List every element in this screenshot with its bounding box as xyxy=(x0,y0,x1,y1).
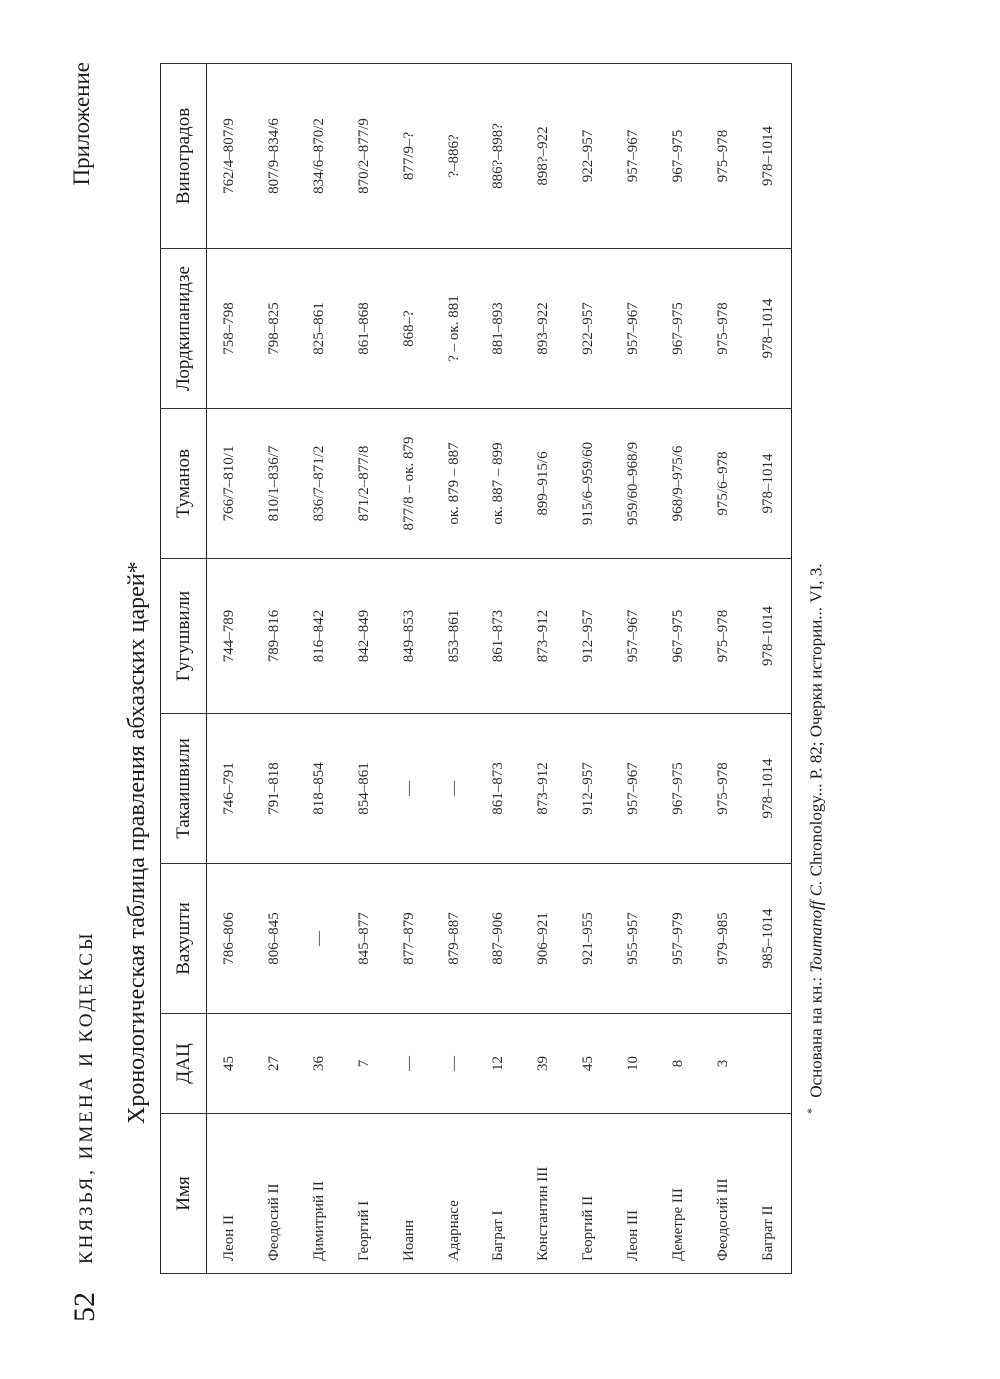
table-cell: 39 xyxy=(521,1014,566,1114)
table-cell: 881–893 xyxy=(476,249,521,409)
table-cell: 807/9–834/6 xyxy=(252,64,297,249)
table-cell: 871/2–877/8 xyxy=(342,409,387,559)
ruler-name-cell: Феодосий III xyxy=(701,1114,746,1274)
table-cell: 806–845 xyxy=(252,864,297,1014)
table-cell: 886?–898? xyxy=(476,64,521,249)
column-header: Туманов xyxy=(161,409,207,559)
table-cell: ок. 879 – 887 xyxy=(432,409,477,559)
ruler-name-cell: Георгий I xyxy=(342,1114,387,1274)
table-cell: 854–861 xyxy=(342,714,387,864)
table-cell: 968/9–975/6 xyxy=(656,409,701,559)
table-cell: 898?–922 xyxy=(521,64,566,249)
table-cell: 975–978 xyxy=(701,559,746,714)
ruler-name-cell: Леон III xyxy=(611,1114,656,1274)
footnote-author: Toumanoff C. xyxy=(806,880,826,973)
ruler-name-cell: Леон II xyxy=(207,1114,252,1274)
ruler-name-cell: Димитрий II xyxy=(297,1114,342,1274)
table-cell: 861–868 xyxy=(342,249,387,409)
table-cell: 744–789 xyxy=(207,559,252,714)
table-cell: 45 xyxy=(207,1014,252,1114)
table-row xyxy=(566,64,611,1274)
ruler-name-cell: Баграт I xyxy=(476,1114,521,1274)
table-row xyxy=(476,64,521,1274)
table-cell: 912–957 xyxy=(566,559,611,714)
table-cell: 959/60–968/9 xyxy=(611,409,656,559)
table-cell: 3 xyxy=(701,1014,746,1114)
ruler-name-cell: Константин III xyxy=(521,1114,566,1274)
table-cell: 798–825 xyxy=(252,249,297,409)
footnote-mark: * xyxy=(804,1108,818,1114)
table-cell: ок. 887 – 899 xyxy=(476,409,521,559)
chronology-table xyxy=(160,63,792,1274)
table-row xyxy=(521,64,566,1274)
table-cell: 921–955 xyxy=(566,864,611,1014)
table-cell: 899–915/6 xyxy=(521,409,566,559)
table-cell: 791–818 xyxy=(252,714,297,864)
ruler-name-cell: Георгий II xyxy=(566,1114,611,1274)
table-title: Хронологическая таблица правления абхазских царей* xyxy=(124,561,150,1124)
table-cell: 922–957 xyxy=(566,64,611,249)
table-cell: 915/6–959/60 xyxy=(566,409,611,559)
table-cell: 906–921 xyxy=(521,864,566,1014)
column-header: Имя xyxy=(161,1114,207,1274)
table-cell: 967–975 xyxy=(656,249,701,409)
column-header: Виноградов xyxy=(161,64,207,249)
table-cell: 979–985 xyxy=(701,864,746,1014)
table-cell: 873–912 xyxy=(521,714,566,864)
table-cell: 877/9–? xyxy=(387,64,432,249)
table-cell: 786–806 xyxy=(207,864,252,1014)
table-cell: 789–816 xyxy=(252,559,297,714)
table-cell: 978–1014 xyxy=(746,559,792,714)
table-cell: 967–975 xyxy=(656,714,701,864)
ruler-name-cell: Иоанн xyxy=(387,1114,432,1274)
table-cell: 893–922 xyxy=(521,249,566,409)
table-cell: 810/1–836/7 xyxy=(252,409,297,559)
table-cell: — xyxy=(432,1014,477,1114)
table-cell: 978–1014 xyxy=(746,714,792,864)
column-header: ДАЦ xyxy=(161,1014,207,1114)
column-header: Лордкипанидзе xyxy=(161,249,207,409)
table-header-row xyxy=(161,64,207,1274)
table-cell: 845–877 xyxy=(342,864,387,1014)
table-cell: 887–906 xyxy=(476,864,521,1014)
table-cell: 816–842 xyxy=(297,559,342,714)
table-cell: 758–798 xyxy=(207,249,252,409)
table-cell: — xyxy=(297,864,342,1014)
table-cell: 957–967 xyxy=(611,559,656,714)
table-cell: 10 xyxy=(611,1014,656,1114)
table-row xyxy=(656,64,701,1274)
table-cell: 45 xyxy=(566,1014,611,1114)
table-cell: 985–1014 xyxy=(746,864,792,1014)
page-header xyxy=(55,0,115,1379)
footnote-rest: Chronology... P. 82; Очерки истории... VI, 3. xyxy=(806,563,826,877)
table-cell: 957–967 xyxy=(611,64,656,249)
page-number: 52 xyxy=(68,1292,101,1322)
table-cell: 957–979 xyxy=(656,864,701,1014)
table-cell: 868–? xyxy=(387,249,432,409)
table-cell: 975/6–978 xyxy=(701,409,746,559)
table-cell: 818–854 xyxy=(297,714,342,864)
table-cell: 957–967 xyxy=(611,714,656,864)
table-row xyxy=(207,64,252,1274)
table-row xyxy=(746,64,792,1274)
table-cell: 853–861 xyxy=(432,559,477,714)
column-header: Вахушти xyxy=(161,864,207,1014)
table-cell: 873–912 xyxy=(521,559,566,714)
table-cell: 8 xyxy=(656,1014,701,1114)
table-cell: 825–861 xyxy=(297,249,342,409)
table-cell: 762/4–807/9 xyxy=(207,64,252,249)
table-cell: 975–978 xyxy=(701,64,746,249)
table-cell: 967–975 xyxy=(656,64,701,249)
table-cell: — xyxy=(387,714,432,864)
table-cell: 842–849 xyxy=(342,559,387,714)
column-header: Гугушвили xyxy=(161,559,207,714)
table-row xyxy=(387,64,432,1274)
ruler-name-cell: Адарнасе xyxy=(432,1114,477,1274)
table-cell: 967–975 xyxy=(656,559,701,714)
column-header: Такаишвили xyxy=(161,714,207,864)
table-row xyxy=(432,64,477,1274)
table-cell: 870/2–877/9 xyxy=(342,64,387,249)
table-cell: 975–978 xyxy=(701,249,746,409)
table-cell: 978–1014 xyxy=(746,64,792,249)
table-cell: 12 xyxy=(476,1014,521,1114)
table-cell: 849–853 xyxy=(387,559,432,714)
table-row xyxy=(611,64,656,1274)
ruler-name-cell: Баграт II xyxy=(746,1114,792,1274)
table-row xyxy=(342,64,387,1274)
footnote-prefix: Основана на кн.: xyxy=(806,976,826,1098)
table-cell: 877/8 – ок. 879 xyxy=(387,409,432,559)
table-cell: 877–879 xyxy=(387,864,432,1014)
table-cell: 912–957 xyxy=(566,714,611,864)
table-cell xyxy=(746,1014,792,1114)
table-row xyxy=(297,64,342,1274)
table-cell: 957–967 xyxy=(611,249,656,409)
table-cell: 834/6–870/2 xyxy=(297,64,342,249)
footnote xyxy=(800,564,828,1114)
table-cell: — xyxy=(432,714,477,864)
ruler-name-cell: Деметре III xyxy=(656,1114,701,1274)
table-cell: 36 xyxy=(297,1014,342,1114)
table-cell: ?–886? xyxy=(432,64,477,249)
table-cell: 861–873 xyxy=(476,714,521,864)
table-cell: 978–1014 xyxy=(746,409,792,559)
table-cell: 766/7–810/1 xyxy=(207,409,252,559)
table-cell: 836/7–871/2 xyxy=(297,409,342,559)
table-body xyxy=(207,64,792,1274)
table-cell: 879–887 xyxy=(432,864,477,1014)
table-cell: 955–957 xyxy=(611,864,656,1014)
table-cell: 922–957 xyxy=(566,249,611,409)
table-row xyxy=(701,64,746,1274)
table-cell: 7 xyxy=(342,1014,387,1114)
table-cell: 978–1014 xyxy=(746,249,792,409)
running-title: КНЯЗЬЯ, ИМЕНА И КОДЕКСЫ xyxy=(76,930,97,1264)
table-row xyxy=(252,64,297,1274)
table-cell: 27 xyxy=(252,1014,297,1114)
table-cell: 861–873 xyxy=(476,559,521,714)
table-cell: ? – ок. 881 xyxy=(432,249,477,409)
table-cell: 975–978 xyxy=(701,714,746,864)
section-label: Приложение xyxy=(69,62,94,186)
ruler-name-cell: Феодосий II xyxy=(252,1114,297,1274)
table-cell: 746–791 xyxy=(207,714,252,864)
table-cell: — xyxy=(387,1014,432,1114)
